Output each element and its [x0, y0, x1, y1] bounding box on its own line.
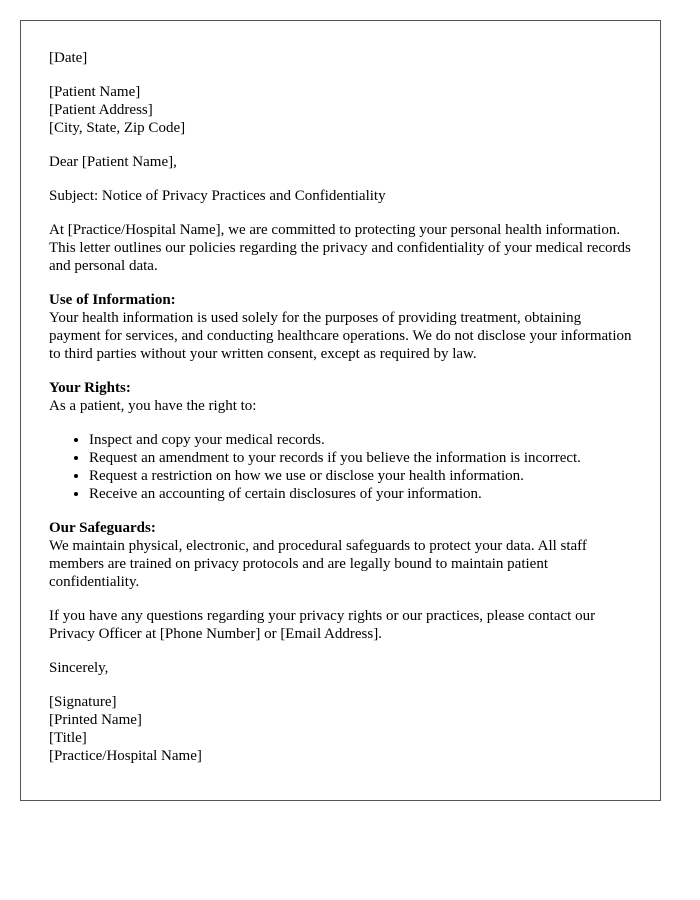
recipient-address: [Patient Address] — [49, 102, 153, 118]
use-of-information-title: Use of Information: — [49, 292, 176, 308]
use-of-information-section — [49, 291, 632, 363]
rights-list-item: • Request an amendment to your records if you believe the information is incorrect. — [89, 449, 632, 467]
rights-list-item: • Request a restriction on how we use or disclose your health information. — [89, 467, 632, 485]
rights-list-item: • Inspect and copy your medical records. — [89, 431, 632, 449]
safeguards-title: Our Safeguards: — [49, 520, 156, 536]
use-of-information-body: Your health information is used solely for the purposes of providing treatment, obtaining payment for services, and conducting healthcare operations. We do not disclose your information to third parties without your written consent, except as required by law. — [49, 310, 632, 362]
safeguards-body: We maintain physical, electronic, and procedural safeguards to protect your data. All staff members are trained on privacy protocols and are legally bound to maintain patient confidentiality. — [49, 538, 587, 590]
rights-list-item: • Receive an accounting of certain disclosures of your information. — [89, 485, 632, 503]
closing: Sincerely, — [49, 660, 109, 676]
printed-name: [Printed Name] — [49, 712, 142, 728]
recipient-block — [49, 83, 632, 137]
organization-name: [Practice/Hospital Name] — [49, 748, 202, 764]
subject-line: Subject: Notice of Privacy Practices and Confidentiality — [49, 188, 386, 204]
letter-date: [Date] — [49, 50, 88, 66]
signature-placeholder: [Signature] — [49, 694, 117, 710]
your-rights-title: Your Rights: — [49, 380, 131, 396]
letter-page — [20, 20, 661, 801]
your-rights-intro: As a patient, you have the right to: — [49, 398, 257, 414]
your-rights-section — [49, 379, 632, 415]
contact-paragraph: If you have any questions regarding your privacy rights or our practices, please contact our Privacy Officer at [Phone Number] or [Email Address]. — [49, 608, 596, 642]
recipient-name: [Patient Name] — [49, 84, 141, 100]
recipient-city-state-zip: [City, State, Zip Code] — [49, 120, 186, 136]
salutation: Dear [Patient Name], — [49, 154, 177, 170]
safeguards-section — [49, 519, 632, 591]
intro-paragraph: At [Practice/Hospital Name], we are committed to protecting your personal health information. This letter outlines our policies regarding the privacy and confidentiality of your medical records and personal data. — [49, 222, 631, 274]
signature-block — [49, 693, 632, 765]
rights-list — [49, 431, 632, 503]
signer-title: [Title] — [49, 730, 87, 746]
